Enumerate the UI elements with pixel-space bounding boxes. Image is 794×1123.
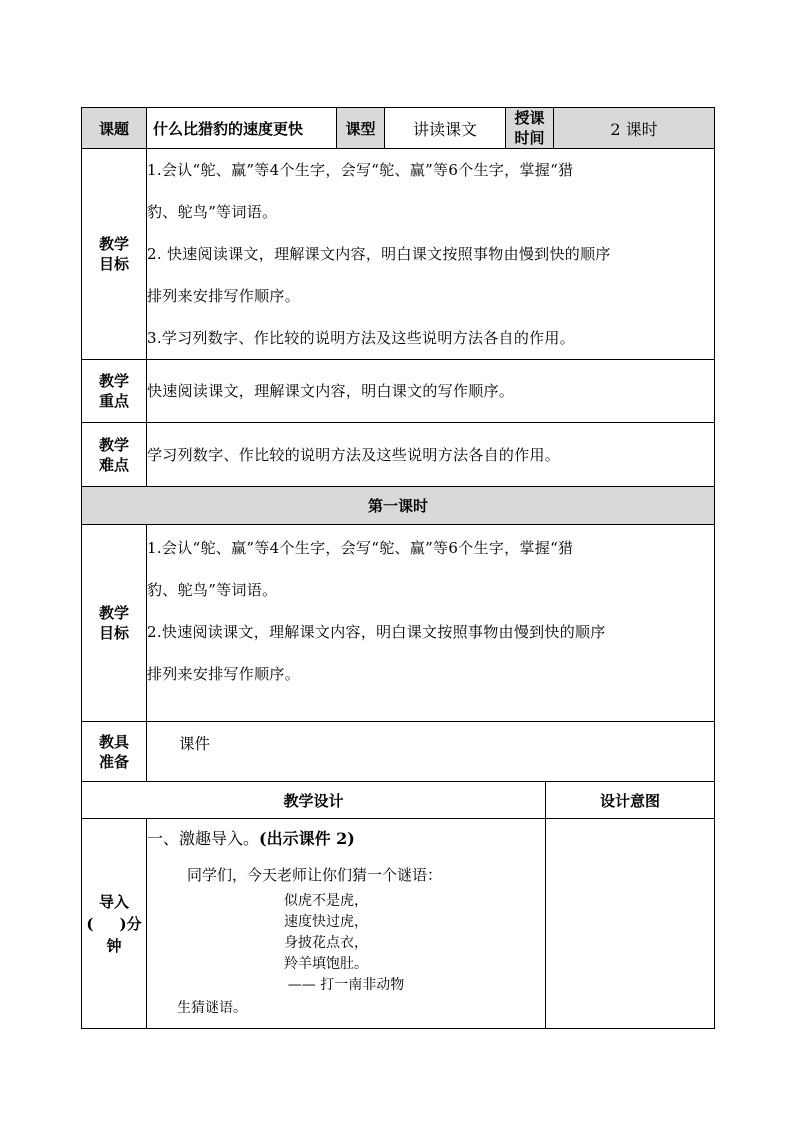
intro-paragraph: 同学们，今天老师让你们猜一个谜语：: [187, 866, 443, 884]
intro-heading: [147, 819, 545, 851]
intro-heading-text: 一、激趣导入。: [147, 829, 260, 848]
intent-header: 设计意图: [546, 782, 715, 819]
type-label: 课型: [337, 108, 385, 149]
focus-row: [82, 360, 715, 423]
goals-line: 2. 快速阅读课文，理解课文内容，明白课文按照事物由慢到快的顺序: [147, 245, 611, 263]
focus-label: [82, 360, 147, 423]
intro-label-line2: ( )分: [86, 914, 142, 933]
goals-line: 排列来安排写作顺序。: [147, 287, 301, 305]
topic-label: 课题: [82, 108, 147, 149]
time-label-line1: 授课: [514, 109, 545, 127]
lesson1-goals-label-line1: 教学: [98, 604, 129, 622]
tools-label-line1: 教具: [98, 732, 129, 751]
difficulty-label-line2: 难点: [98, 455, 129, 474]
goals-line: 3.学习列数字、作比较的说明方法及这些说明方法各自的作用。: [147, 329, 576, 347]
topic-value: 什么比猎豹的速度更快: [147, 108, 337, 149]
goals-content: [147, 149, 715, 360]
time-label-line2: 时间: [514, 129, 545, 147]
lesson1-goals-line: 1.会认“鸵、赢”等4个生字，会写“鸵、赢”等6个生字，掌握“猎: [147, 539, 574, 557]
intro-label-line3: 钟: [106, 936, 122, 955]
riddle-line: 身披花点衣，: [284, 935, 368, 951]
goals-line: 1.会认“鸵、赢”等4个生字，会写“鸵、赢”等6个生字，掌握“猎: [147, 161, 574, 179]
goals-row: [82, 149, 715, 360]
tools-label: [82, 722, 147, 782]
difficulty-label-line1: 教学: [98, 435, 129, 454]
tools-label-line2: 准备: [98, 752, 129, 771]
time-label: [506, 108, 554, 149]
lesson1-goals-line: 排列来安排写作顺序。: [147, 665, 301, 683]
riddle-line: 似虎不是虎，: [284, 893, 368, 909]
lesson1-goals-content: [147, 525, 715, 722]
intro-heading-bold: (出示课件 2): [259, 829, 355, 848]
lesson1-goals-label: [82, 525, 147, 722]
lesson1-goals-line: 豹、鸵鸟”等词语。: [147, 581, 278, 599]
intro-row: [82, 819, 715, 1029]
lesson1-title-row: [82, 487, 715, 525]
time-value: 2 课时: [554, 108, 715, 149]
difficulty-text: 学习列数字、作比较的说明方法及这些说明方法各自的作用。: [147, 423, 715, 487]
design-header: 教学设计: [82, 782, 546, 819]
tools-value: 课件: [147, 722, 715, 782]
tools-row: [82, 722, 715, 782]
focus-text: 快速阅读课文，理解课文内容，明白课文的写作顺序。: [147, 360, 715, 423]
goals-label-line2: 目标: [98, 255, 129, 273]
intro-content: [147, 819, 546, 1029]
intro-after: 生猜谜语。: [177, 1000, 247, 1016]
intro-label-line1: 导入: [98, 892, 129, 911]
lesson1-goals-line: 2.快速阅读课文，理解课文内容，明白课文按照事物由慢到快的顺序: [147, 623, 606, 641]
goals-label: [82, 149, 147, 360]
type-value: 讲读课文: [385, 108, 506, 149]
lesson1-goals-row: [82, 525, 715, 722]
riddle-line: 速度快过虎，: [284, 914, 368, 930]
riddle: [147, 887, 545, 996]
focus-label-line1: 教学: [98, 372, 129, 390]
difficulty-row: [82, 423, 715, 487]
goals-label-line1: 教学: [98, 235, 129, 253]
design-header-row: [82, 782, 715, 819]
lesson-plan-table: [81, 107, 715, 1029]
lesson1-title: 第一课时: [82, 487, 715, 525]
lesson1-goals-label-line2: 目标: [98, 624, 129, 642]
difficulty-label: [82, 423, 147, 487]
riddle-hint: —— 打一南非动物: [287, 977, 405, 993]
riddle-line: 羚羊填饱肚。: [284, 956, 368, 972]
intro-intent: [546, 819, 715, 1029]
focus-label-line2: 重点: [98, 392, 129, 410]
intro-label: [82, 819, 147, 1029]
header-row: [82, 108, 715, 149]
goals-line: 豹、鸵鸟”等词语。: [147, 203, 278, 221]
